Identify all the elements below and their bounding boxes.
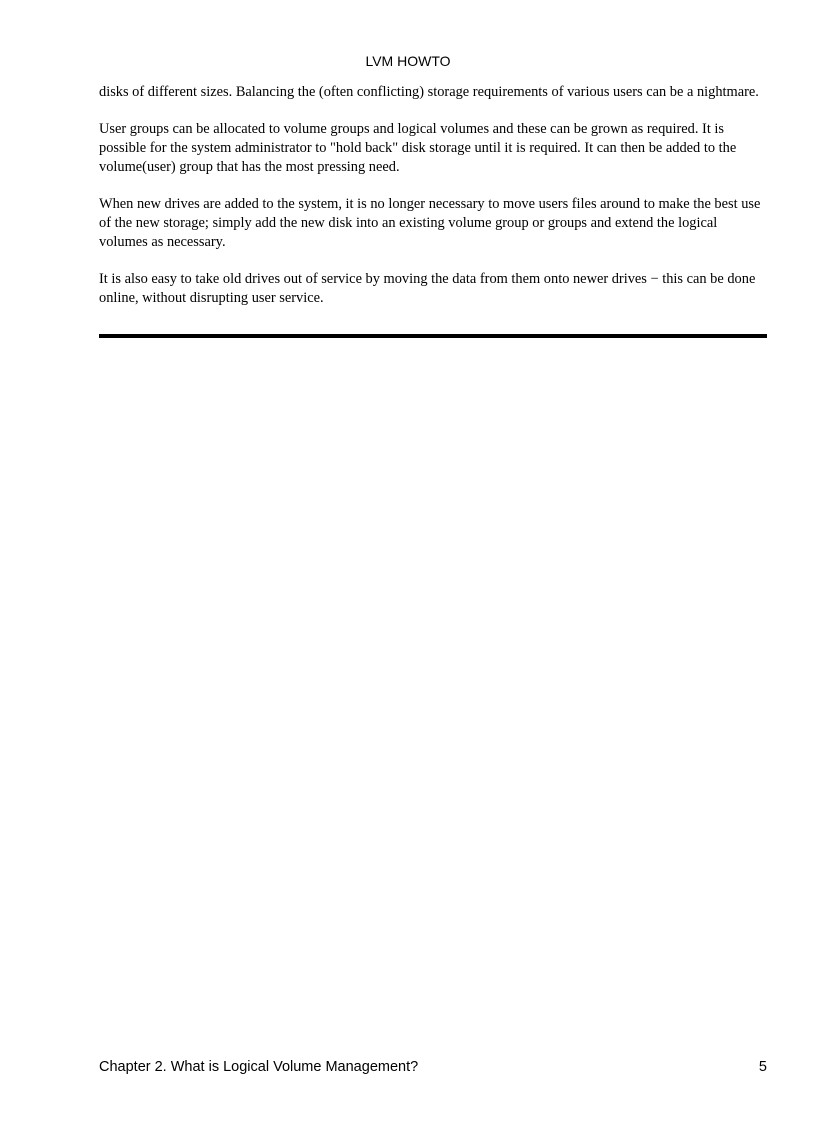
paragraph: disks of different sizes. Balancing the (often conflicting) storage requirements of various users can be a nightmare. — [99, 84, 759, 100]
paragraph: When new drives are added to the system, it is no longer necessary to move users files around to make the best use of the new storage; simply add the new disk into an existing volume group or groups and extend the logical volumes as necessary. — [99, 196, 761, 250]
paragraph: User groups can be allocated to volume groups and logical volumes and these can be grown as required. It is possible for the system administrator to "hold back" disk storage until it is required. It can then be added to the volume(user) group that has the most pressing need. — [99, 121, 737, 175]
running-header: LVM HOWTO — [365, 53, 451, 69]
footer-page-number: 5 — [758, 1059, 767, 1075]
paragraph: It is also easy to take old drives out of service by moving the data from them onto newer drives − this can be done online, without disrupting user service. — [99, 271, 756, 306]
footer-chapter-title: Chapter 2. What is Logical Volume Management? — [99, 1059, 419, 1075]
horizontal-rule — [99, 334, 767, 338]
body-content — [99, 83, 767, 308]
